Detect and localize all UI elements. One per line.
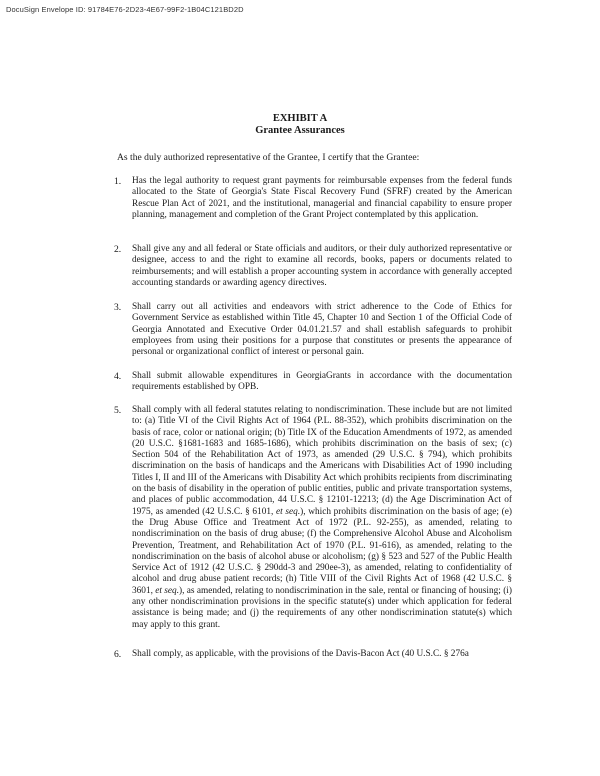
list-item-text: Shall comply, as applicable, with the provisions of the Davis-Bacon Act (40 U.S.C. § 276a — [132, 649, 469, 659]
list-item-number: 1. — [114, 176, 122, 187]
list-item — [114, 244, 512, 289]
list-item-text: Shall give any and all federal or State officials and auditors, or their duly authorized representative or designee, access to and the right to examine all records, books, papers or documents related to reimbursements; and will establish a proper accounting system in accordance with generally accepted accounting standards or awarding agency directives. — [132, 244, 512, 288]
et-seq-citation: et seq. — [276, 506, 301, 517]
list-item-number: 6. — [114, 649, 122, 660]
list-item-text: Shall submit allowable expenditures in GeorgiaGrants in accordance with the documentation requirements established by OPB. — [132, 371, 512, 393]
list-item — [114, 302, 512, 358]
et-seq-citation: et seq. — [155, 585, 180, 596]
list-item-number: 2. — [114, 244, 122, 255]
page-title: EXHIBIT A — [272, 113, 328, 124]
page-subtitle: Grantee Assurances — [255, 125, 345, 136]
intro-paragraph: As the duly authorized representative of the Grantee, I certify that the Grantee: — [117, 152, 420, 163]
list-item-number: 4. — [114, 371, 122, 382]
list-item — [114, 371, 512, 394]
list-item-text: Shall carry out all activities and endeavors with strict adherence to the Code of Ethics for Government Service as established within Title 45, Chapter 10 and Section 1 of the Official Code of Georgia Annotated and Executive Order 04.01.21.57 and shall establish safeguards to prohibit employees from using their positions for a purpose that constitutes or presents the appearance of personal or organizational conflict of interest or personal gain. — [132, 302, 512, 358]
list-item-number: 3. — [114, 302, 122, 313]
list-item-number: 5. — [114, 405, 122, 416]
list-item — [114, 176, 512, 221]
envelope-id: DocuSign Envelope ID: 91784E76-2D23-4E67-99F2-1B04C121BD2D — [6, 5, 244, 14]
list-item — [114, 405, 512, 631]
list-item-text: Has the legal authority to request grant payments for reimbursable expenses from the federal funds allocated to the State of Georgia's State Fiscal Recovery Fund (SFRF) created by the American Rescue Plan Act of 2021, and the institutional, managerial and financial capability to ensure proper planning, management and completion of the Grant Project contemplated by this application. — [132, 176, 512, 220]
list-item — [114, 649, 512, 660]
list-item-text: Shall comply with all federal statutes relating to nondiscrimination. These include but are not limited to: (a) Title VI of the Civil Rights Act of 1964 (P.L. 88-352), which prohibits discrimination on the basis of race, color or national origin; (b) Title IX of the Education Amendments of 1972, as amended (20 U.S.C. §1681-1683 and 1685-1686), which prohibits discrimination on the basis of sex; (c) Section 504 of the Rehabilitation Act of 1973, as amended (29 U.S.C. § 794), which prohibits discrimination on the basis of handicaps and the Americans with Disabilities Act of 1990 including Titles I, II and III of the Americans with Disability Act which prohibits recipients from discriminating on the basis of disability in the operation of public entities, public and private transportation systems, and places of public accommodation, 44 U.S.C. § 12101-12213; (d) the Age Discrimination Act of 1975, as amended (42 U.S.C. § 6101, et seq.), which prohibits discrimination on the basis of age; (e) the Drug Abuse Office and Treatment Act of 1972 (P.L. 92-255), as amended, relating to nondiscrimination on the basis of drug abuse; (f) the Comprehensive Alcohol Abuse and Alcoholism Prevention, Treatment, and Rehabilitation Act of 1970 (P.L. 91-616), as amended, relating to the nondiscrimination on the basis of alcohol abuse or alcoholism; (g) § 523 and 527 of the Public Health Service Act of 1912 (42 U.S.C. § 290dd-3 and 290ee-3), as amended, relating to confidentiality of alcohol and drug abuse patient records; (h) Title VIII of the Civil Rights Act of 1968 (42 U.S.C. § 3601, et seq.), as amended, relating to nondiscrimination in the sale, rental or financing of housing; (i) any other nondiscrimination provisions in the specific statute(s) under which application for federal assistance is being made; and (j) the requirements of any other nondiscrimination statute(s) which may apply to this grant. — [132, 405, 512, 630]
